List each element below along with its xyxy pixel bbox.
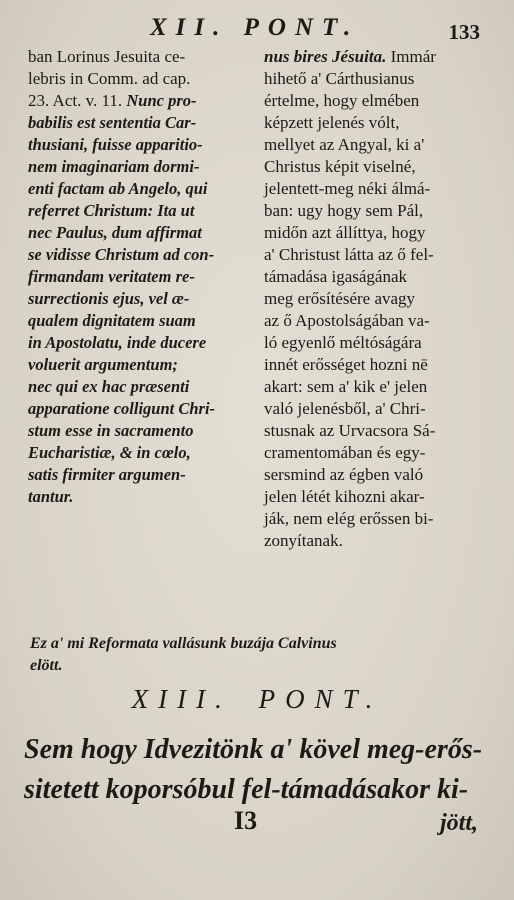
text-line: voluerit argumentum; <box>28 355 178 374</box>
text-line: Eucharistiæ, & in cœlo, <box>28 443 191 462</box>
page-number: 133 <box>448 20 480 44</box>
text-line: se vidisse Christum ad con- <box>28 245 215 264</box>
text-line: ják, nem elég erőssen bi- <box>264 509 434 528</box>
text-line: referret Christum: Ita ut <box>28 201 195 220</box>
text-line: való jelenésből, a' Chri- <box>264 399 426 418</box>
text-line: in Apostolatu, inde ducere <box>28 333 207 352</box>
hungarian-column <box>264 46 490 552</box>
section-title-line: Sem hogy Idvezitönk a' kövel meg-erős- <box>24 734 483 765</box>
roman-text-run: 23. Act. v. 11. <box>28 91 127 110</box>
text-line: mellyet az Angyal, ki a' <box>264 135 425 154</box>
text-line: akart: sem a' kik e' jelen <box>264 377 428 396</box>
text-line: hihető a' Cárthusianus <box>264 69 415 88</box>
text-line: a' Christust látta az ő fel- <box>264 245 434 264</box>
text-line: satis firmiter argumen- <box>28 465 186 484</box>
page-footer <box>0 806 514 846</box>
text-line: nec Paulus, dum affirmat <box>28 223 202 242</box>
section-numeral: XIII. <box>131 684 232 714</box>
roman-text-run: Immár <box>390 47 436 66</box>
text-line: midőn azt állíttya, hogy <box>264 223 426 242</box>
section-title-line: sitetett koporsóbul fel-támadásakor ki- <box>24 774 469 805</box>
text-line: Christus képit viselné, <box>264 157 416 176</box>
text-line: thusiani, fuisse apparitio- <box>28 135 203 154</box>
closing-note <box>30 633 490 677</box>
text-line: zonyítanak. <box>264 531 343 550</box>
text-line: stusnak az Urvacsora Sá- <box>264 421 436 440</box>
text-line: képzett jelenés vólt, <box>264 113 400 132</box>
italic-text-run: Nunc pro- <box>126 91 197 110</box>
text-line: nem imaginariam dormi- <box>28 157 200 176</box>
text-line: támadása igaságának <box>264 267 408 286</box>
page-header <box>0 14 514 44</box>
text-line: qualem dignitatem suam <box>28 311 196 330</box>
text-line: sersmind az égben való <box>264 465 424 484</box>
text-line <box>28 90 258 112</box>
closing-note-line: elött. <box>30 657 63 674</box>
text-line: tantur. <box>28 487 74 506</box>
text-line: jelentett-meg néki álmá- <box>264 179 431 198</box>
signature-mark: I3 <box>234 806 258 835</box>
text-line: értelme, hogy elmében <box>264 91 420 110</box>
text-line: ban: ugy hogy sem Pál, <box>264 201 424 220</box>
text-line: apparatione colligunt Chri- <box>28 399 216 418</box>
text-line: innét erősséget hozni nē <box>264 355 428 374</box>
text-line: ban Lorinus Jesuita ce- <box>28 47 186 66</box>
text-line: surrectionis ejus, vel æ- <box>28 289 190 308</box>
text-line: stum esse in sacramento <box>28 421 194 440</box>
latin-column <box>28 46 258 508</box>
column-gutter <box>259 52 260 582</box>
text-line: firmandam veritatem re- <box>28 267 195 286</box>
text-line: cramentomában és egy- <box>264 443 426 462</box>
section-title <box>24 730 494 810</box>
text-line: nec qui ex hac præsenti <box>28 377 190 396</box>
section-heading <box>0 684 514 715</box>
text-line: babilis est sententia Car- <box>28 113 197 132</box>
text-line: enti factam ab Angelo, qui <box>28 179 208 198</box>
italic-text-run: nus bires Jésuita. <box>264 47 391 66</box>
text-line: az ő Apostolságában va- <box>264 311 430 330</box>
text-line <box>264 46 490 68</box>
section-word: PONT. <box>258 684 383 714</box>
text-line: lebris in Comm. ad cap. <box>28 69 191 88</box>
text-line: ló egyenlő méltóságára <box>264 333 422 352</box>
running-title: XII. PONT. <box>150 14 360 41</box>
text-line: meg erősítésére avagy <box>264 289 416 308</box>
text-line: jelen létét kihozni akar- <box>264 487 425 506</box>
closing-note-line: Ez a' mi Reformata vallásunk buzája Calvinus <box>30 635 337 652</box>
catchword: jött, <box>439 810 478 836</box>
